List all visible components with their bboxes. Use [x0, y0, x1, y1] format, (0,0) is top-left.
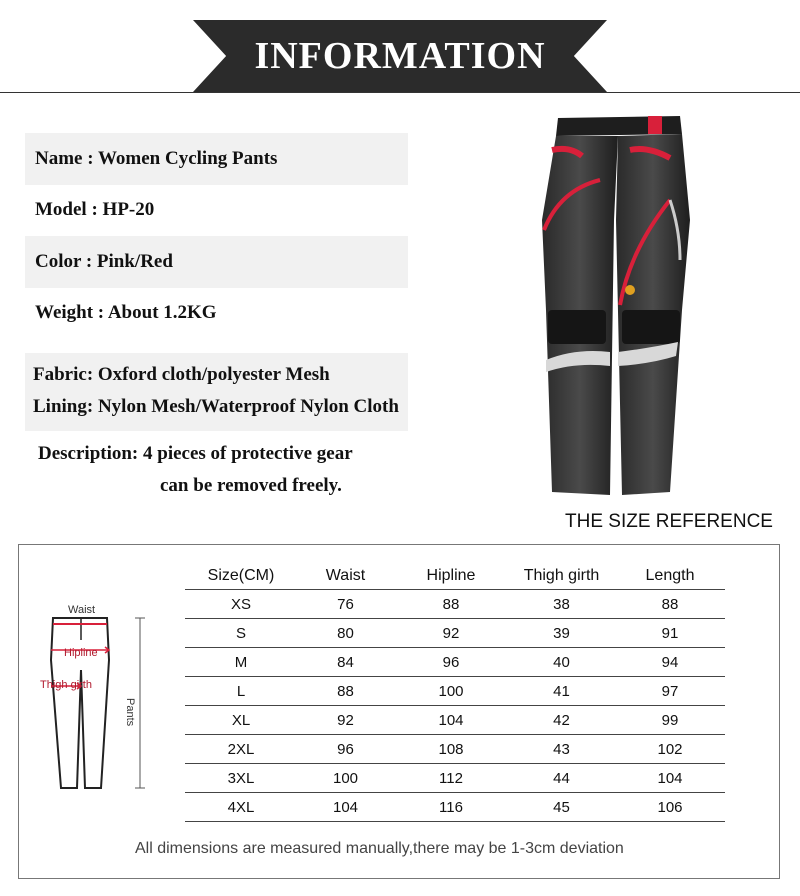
header-length: Length: [645, 566, 695, 584]
cell-hipline: 104: [438, 711, 464, 729]
cell-hipline: 92: [442, 624, 460, 642]
cell-thigh: 45: [553, 798, 570, 816]
header-waist: Waist: [325, 566, 366, 584]
cell-thigh: 40: [553, 653, 570, 671]
cell-thigh: 41: [553, 682, 570, 700]
cell-thigh: 44: [553, 769, 570, 787]
cell-waist: 96: [337, 740, 354, 758]
cell-size: 2XL: [227, 740, 255, 758]
cell-thigh: 38: [553, 595, 570, 613]
cell-length: 91: [661, 624, 679, 642]
product-model: Model : HP-20: [35, 199, 155, 220]
cell-waist: 104: [332, 798, 359, 816]
header-size: Size(CM): [207, 566, 275, 584]
cell-waist: 80: [337, 624, 354, 642]
cell-size: XL: [231, 711, 251, 729]
table-row: [185, 619, 725, 648]
table-header-row: [185, 562, 725, 590]
cell-waist: 84: [337, 653, 354, 671]
cell-length: 104: [657, 769, 683, 787]
cell-size: L: [236, 682, 246, 700]
cell-length: 99: [661, 711, 679, 729]
size-reference-title: THE SIZE REFERENCE: [565, 511, 773, 532]
cell-hipline: 88: [442, 595, 460, 613]
cell-waist: 92: [337, 711, 354, 729]
cell-length: 94: [661, 653, 679, 671]
diagram-pants-label: Pants: [124, 698, 136, 727]
measurement-footnote: All dimensions are measured manually,there may be 1-3cm deviation: [135, 840, 624, 857]
cell-length: 106: [657, 798, 683, 816]
table-row: [185, 648, 725, 677]
cell-waist: 100: [332, 769, 359, 787]
page-title: INFORMATION: [254, 35, 546, 77]
header-rule: [0, 92, 800, 93]
table-row: [185, 677, 725, 706]
table-row: [185, 764, 725, 793]
cell-hipline: 96: [442, 653, 460, 671]
cell-size: 4XL: [227, 798, 255, 816]
cell-waist: 76: [337, 595, 354, 613]
product-description: Description: 4 pieces of protective gear: [38, 443, 353, 464]
table-row: [185, 793, 725, 822]
pants-photo: [530, 110, 695, 500]
cell-thigh: 43: [553, 740, 570, 758]
cell-hipline: 112: [439, 769, 463, 787]
diagram-thigh-label: Thigh girth: [40, 679, 92, 691]
header-thigh: Thigh girth: [523, 566, 600, 584]
header-hipline: Hipline: [426, 566, 476, 584]
cell-waist: 88: [337, 682, 354, 700]
product-fabric: Fabric: Oxford cloth/polyester Mesh: [33, 364, 330, 385]
cell-length: 102: [657, 740, 683, 758]
table-row: [185, 590, 725, 619]
diagram-hipline-label: Hipline: [64, 647, 98, 659]
product-lining: Lining: Nylon Mesh/Waterproof Nylon Cloth: [33, 396, 399, 417]
product-description-cont: can be removed freely.: [160, 475, 342, 496]
size-table: [185, 562, 725, 822]
cell-length: 97: [661, 682, 679, 700]
cell-size: 3XL: [227, 769, 255, 787]
cell-length: 88: [661, 595, 679, 613]
cell-size: M: [234, 653, 248, 671]
measurement-diagram: [35, 600, 165, 800]
diagram-waist-label: Waist: [68, 604, 96, 616]
cell-size: XS: [230, 595, 251, 613]
cell-hipline: 116: [439, 798, 463, 816]
product-color: Color : Pink/Red: [25, 236, 408, 288]
cell-hipline: 108: [438, 740, 464, 758]
cell-size: S: [235, 624, 246, 642]
product-name: Name : Women Cycling Pants: [25, 133, 408, 185]
cell-thigh: 42: [553, 711, 570, 729]
product-weight: Weight : About 1.2KG: [35, 302, 217, 323]
table-row: [185, 706, 725, 735]
table-row: [185, 735, 725, 764]
cell-thigh: 39: [553, 624, 570, 642]
cell-hipline: 100: [438, 682, 464, 700]
